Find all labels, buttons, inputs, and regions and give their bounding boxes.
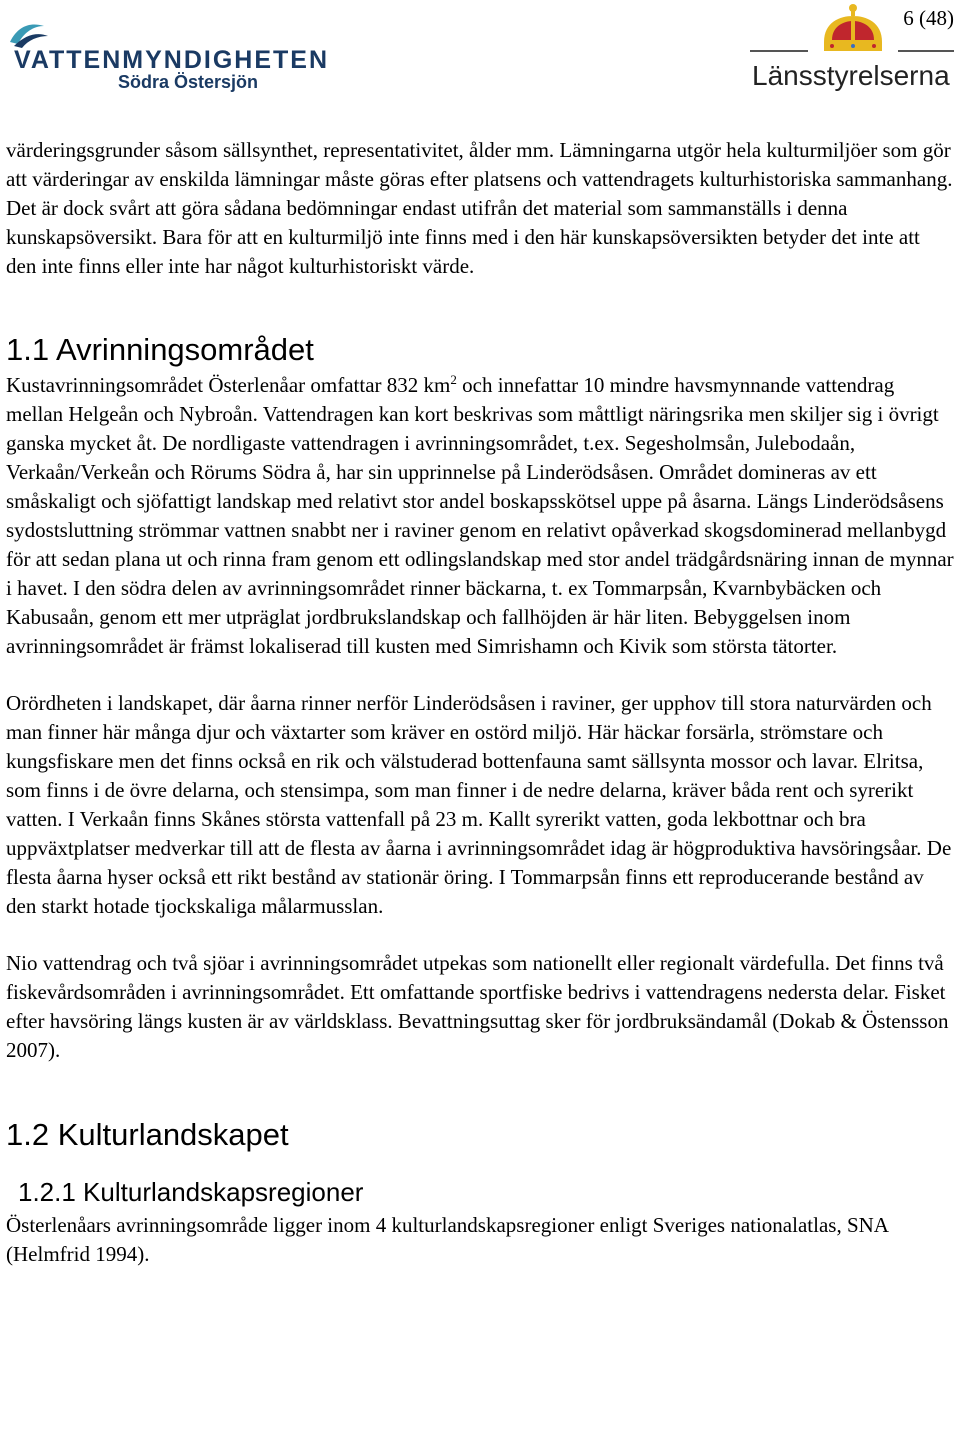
paragraph-natur: Orördheten i landskapet, där åarna rinner nerför Linderödsåsen i raviner, ger upphov till stora naturvärden och man finner här många djur och växtarter som kräver en ostörd miljö. Här häckar forsärla, strömstare och kungsfiskare men det finns också en rik och välstuderad bottenfauna samt sällsynta mossor och lavar. Elritsa, som finns i de övre delarna, och stensimpa, som man finner i de nedre delarna, kräver båda rent och syrerikt vatten. I Verkaån finns Skånes största vattenfall på 23 m. Kallt syrerikt vatten, goda lekbottnar och bra uppväxtplatser medverkar till att de flesta av åarna i avrinningsområdet idag är högproduktiva havsöringsåar. De flesta åarna hyser också ett rikt bestånd av stationär öring. I Tommarpsån finns ett reproducerande bestånd av den starkt hotade tjockskaliga målarmusslan. — [6, 691, 952, 918]
vattenmyndigheten-logo — [8, 20, 330, 100]
paragraph-text-start: Kustavrinningsområdet Österlenåar omfattar 832 km — [6, 373, 451, 397]
intro-paragraph: värderingsgrunder såsom sällsynthet, representativitet, ålder mm. Lämningarna utgör hela kulturmiljöer som gör att värderingar av enskilda lämningar måste göras efter platsens och vattendragets kulturhistoriska sammanhang. Det är dock svårt att göra sådana bedömningar endast utifrån det material som sammanställs i denna kunskapsöversikt. Bara för att en kulturmiljö inte finns med i den här kunskapsöversikten betyder det inte att den inte finns eller inte har något kulturhistoriskt värde. — [6, 138, 953, 278]
section-heading-1-1: 1.1 Avrinningsområdet — [6, 332, 314, 367]
crown-icon — [818, 2, 888, 54]
logo-rule-right — [898, 50, 954, 52]
paragraph-vattendrag: Nio vattendrag och två sjöar i avrinningsområdet utpekas som nationellt eller regionalt värdefulla. Det finns två fiskevårdsområden i avrinningsområdet. Ett omfattande sportfiske bedrivs i vattendragens nedersta delar. Fisket efter havsöring längs kusten är av världsklass. Bevattningsuttag sker för jordbruksändamål (Dokab & Östensson 2007). — [6, 951, 949, 1062]
paragraph-kulturlandskapsregioner: Österlenåars avrinningsområde ligger inom 4 kulturlandskapsregioner enligt Sveriges nationalatlas, SNA (Helmfrid 1994). — [6, 1213, 888, 1266]
page-number: 6 (48) — [903, 6, 954, 30]
paragraph-text-rest: och innefattar 10 mindre havsmynnande vattendrag mellan Helgeån och Nybroån. Vattendragen kan kort beskrivas som måttligt näringsrika men skiljer sig i övrigt ganska mycket åt. De nordligaste vattendragen i avrinningsområdet, t.ex. Segesholmsån, Julebodaån, Verkaån/Verkeån och Rörums Södra å, har sin upprinnelse på Linderödsåsen. Området domineras av ett småskaligt och sjöfattigt landskap med relativt stor andel boskapsskötsel uppe på åsarna. Längs Linderödsåsens sydostsluttning strömmar vattnen snabbt ner i raviner genom en relativt opåverkad skogsdominerad mellanbygd för att sedan plana ut och rinna fram genom ett odlingslandskap med stor andel trädgårdsnäring innan de mynnar i havet. I den södra delen av avrinningsområdet rinner bäckarna, t. ex Tommarpsån, Kvarnbybäcken och Kabusaån, genom ett mer utpräglat jordbrukslandskap och fallhöjden är här liten. Bebyggelsen inom avrinningsområdet är främst lokaliserad till kusten med Simrishamn och Kivik som största tätorter. — [6, 373, 954, 658]
paragraph-avrinningsomradet — [6, 371, 954, 661]
section-heading-1-2-1: 1.2.1 Kulturlandskapsregioner — [18, 1177, 364, 1207]
lansstyrelserna-name: Länsstyrelserna — [752, 60, 950, 91]
section-heading-1-2: 1.2 Kulturlandskapet — [6, 1117, 289, 1152]
vattenmyndigheten-district: Södra Östersjön — [118, 72, 259, 92]
vattenmyndigheten-name: VATTENMYNDIGHETEN — [14, 46, 330, 74]
document-body — [6, 136, 954, 1269]
superscript-2: 2 — [450, 372, 457, 387]
page-header — [0, 0, 960, 110]
logo-rule-left — [750, 50, 808, 52]
